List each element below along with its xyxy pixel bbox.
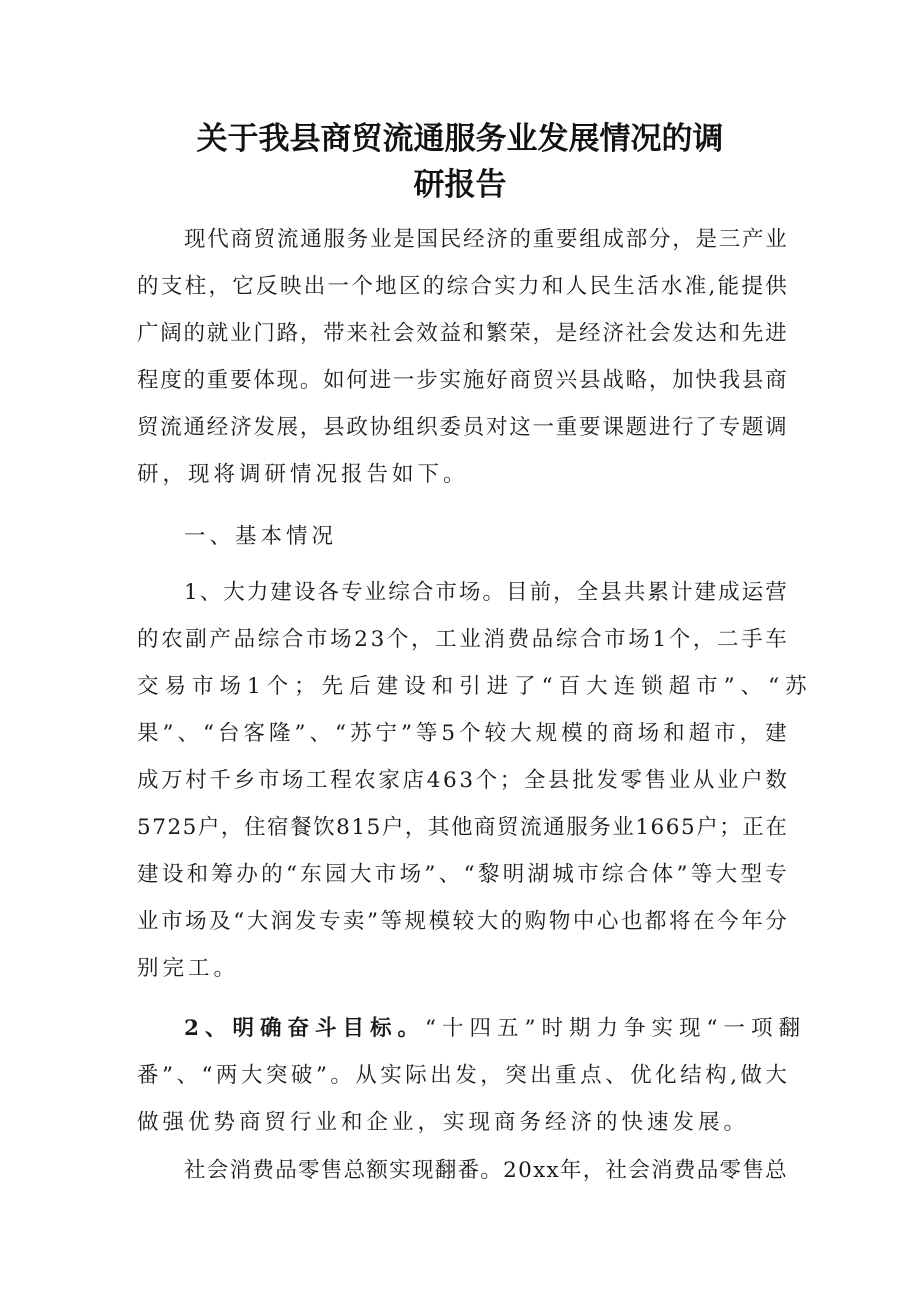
section-heading: 一、基本情况 xyxy=(184,524,338,549)
paragraph-line: 1 、 大 力 建 设 各 专 业 综 合 市 场 。 目 前 ， 全 县 共 累 计 建 成 运 营 xyxy=(184,580,787,605)
paragraph-line: 的 支 柱 ， 它 反 映 出 一 个 地 区 的 综 合 实 力 和 人 民 生 活 水 准 , 能 提 供 xyxy=(137,274,787,299)
paragraph-line xyxy=(184,1016,806,1041)
paragraph-line: 交易市场1个；先后建设和引进了“百大连锁超市”、“苏 xyxy=(137,674,813,699)
paragraph-line: 的 农 副 产 品 综 合 市 场 2 3 个 ， 工 业 消 费 品 综 合 市 场 1 个 ， 二 手 车 xyxy=(137,627,787,652)
bold-lead: 2、明确奋斗目标。 xyxy=(184,1016,425,1041)
paragraph-line: 现 代 商 贸 流 通 服 务 业 是 国 民 经 济 的 重 要 组 成 部 分 ， 是 三 产 业 xyxy=(184,227,787,252)
line-text: “十四五”时期力争实现“一项翻 xyxy=(424,1016,806,1041)
paragraph-line: 番 ” 、 “ 两 大 突 破 ” 。 从 实 际 出 发 ， 突 出 重 点 、 优 化 结 构 , 做 大 xyxy=(137,1063,787,1088)
paragraph-line: 5 7 2 5 户 ， 住 宿 餐 饮 8 1 5 户 ， 其 他 商 贸 流 通 服 务 业 1 6 6 5 户 ； 正 在 xyxy=(137,815,787,840)
paragraph-line: 做强优势商贸行业和企业，实现商务经济的快速发展。 xyxy=(137,1110,750,1135)
document-title-line-1: 关于我县商贸流通服务业发展情况的调 xyxy=(196,121,724,157)
paragraph-line: 别完工。 xyxy=(137,956,240,981)
paragraph-line: 业 市 场 及 “ 大 润 发 专 卖 ” 等 规 模 较 大 的 购 物 中 心 也 都 将 在 今 年 分 xyxy=(137,909,787,934)
paragraph-line: 研，现将调研情况报告如下。 xyxy=(137,462,469,487)
paragraph-line: 程 度 的 重 要 体 现 。 如 何 进 一 步 实 施 好 商 贸 兴 县 战 略 ， 加 快 我 县 商 xyxy=(137,368,787,393)
document-title-line-2: 研报告 xyxy=(413,167,507,203)
paragraph-line: 广 阔 的 就 业 门 路 ， 带 来 社 会 效 益 和 繁 荣 ， 是 经 济 社 会 发 达 和 先 进 xyxy=(137,321,787,346)
paragraph-line: 成 万 村 千 乡 市 场 工 程 农 家 店 4 6 3 个 ； 全 县 批 发 零 售 业 从 业 户 数 xyxy=(137,768,787,793)
paragraph-line: 建 设 和 筹 办 的 “ 东 园 大 市 场 ” 、 “ 黎 明 湖 城 市 综 合 体 ” 等 大 型 专 xyxy=(137,862,787,887)
paragraph-line: 果 ” 、 “ 台 客 隆 ” 、 “ 苏 宁 ” 等 5 个 较 大 规 模 的 商 场 和 超 市 ， 建 xyxy=(137,721,787,746)
paragraph-line: 贸 流 通 经 济 发 展 ， 县 政 协 组 织 委 员 对 这 一 重 要 课 题 进 行 了 专 题 调 xyxy=(137,415,787,440)
paragraph-line: 社 会 消 费 品 零 售 总 额 实 现 翻 番 。 2 0 x x 年 ， 社 会 消 费 品 零 售 总 xyxy=(184,1158,787,1183)
